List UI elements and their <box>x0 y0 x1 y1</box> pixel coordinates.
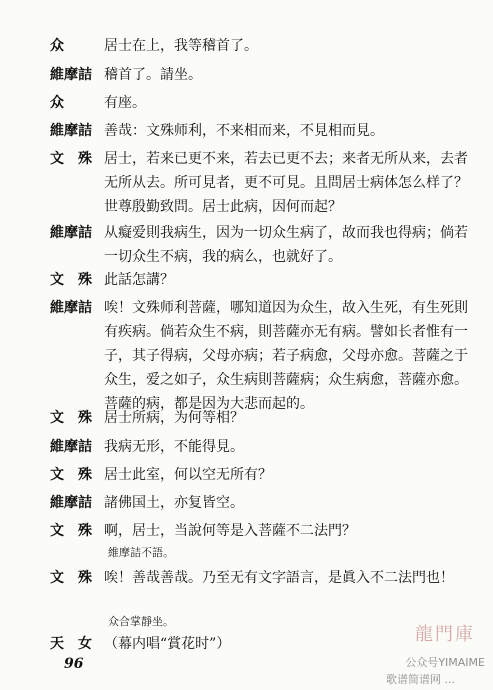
dialogue-line <box>50 463 470 487</box>
speech-text: 居士所病，为何等相？ <box>104 410 244 426</box>
speech-text: 唉！善哉善哉。乃至无有文字語言，是眞入不二法門也！ <box>104 570 454 586</box>
speech-text: 有座。 <box>104 95 146 111</box>
speaker-label: 維摩詰 <box>50 123 92 139</box>
dialogue-line <box>50 632 470 656</box>
speaker-label: 維摩詰 <box>50 67 92 83</box>
speaker-label: 天 女 <box>50 636 92 652</box>
dialogue-line <box>50 147 470 219</box>
stage-direction: 众合掌靜坐。 <box>108 615 174 628</box>
dialogue-line <box>50 566 470 590</box>
speech-text: 居士此室，何以空无所有？ <box>104 467 272 483</box>
dialogue-line <box>50 491 470 515</box>
dialogue-line <box>50 221 470 269</box>
speaker-label: 文 殊 <box>50 151 92 167</box>
speaker-label: 維摩詰 <box>50 439 92 455</box>
speaker-label: 文 殊 <box>50 272 92 288</box>
stage-direction: 維摩詰不語。 <box>108 546 174 559</box>
watermark-text: 公众号YIMAIME <box>405 656 485 669</box>
speaker-label: 众 <box>50 95 64 111</box>
speech-text: 稽首了。請坐。 <box>104 67 202 83</box>
dialogue-line <box>50 34 470 58</box>
dialogue-line <box>50 119 470 143</box>
watermark-logo: 龍門庫 <box>415 624 475 645</box>
speech-text: 諸佛国土，亦复皆空。 <box>104 495 244 511</box>
dialogue-line <box>50 268 470 292</box>
speech-text: 唉！文殊师利菩薩，哪知道因为众生，故入生死，有生死則有疾病。倘若众生不病，則菩薩亦无有病。譬如长者惟有一子，其子得病，父母亦病；若子病愈，父母亦愈。菩薩之于众生，爱之如子，众生病則菩薩病；众生病愈，菩薩亦愈。菩薩的病，都是因为大悲而起的。 <box>104 300 468 412</box>
speaker-label: 文 殊 <box>50 410 92 426</box>
dialogue-line <box>50 63 470 87</box>
speech-text: 居士在上，我等稽首了。 <box>104 38 258 54</box>
speaker-label: 維摩詰 <box>50 225 92 241</box>
speaker-label: 文 殊 <box>50 467 92 483</box>
watermark-text-secondary: 歌谱简谱网 ... <box>386 673 455 686</box>
speaker-label: 文 殊 <box>50 523 92 539</box>
dialogue-line <box>50 91 470 115</box>
speech-text: 此話怎講？ <box>104 272 174 288</box>
speech-text: 居士，若来已更不来，若去已更不去；来者无所从来，去者无所从去。所可見者，更不可見。且問居士病体怎么样了？世尊殷勤致問。居士此病，因何而起？ <box>104 151 468 215</box>
speaker-label: 維摩詰 <box>50 495 92 511</box>
speech-text: 啊，居士，当說何等是入菩薩不二法門？ <box>104 523 356 539</box>
speech-text: （幕内唱“賞花时”） <box>104 636 231 652</box>
dialogue-line <box>50 296 470 416</box>
speech-text: 从癡爱則我病生，因为一切众生病了，故而我也得病；倘若一切众生不病，我的病么，也就好了。 <box>104 225 468 265</box>
speaker-label: 維摩詰 <box>50 300 92 316</box>
dialogue-line <box>50 406 470 430</box>
speech-text: 善哉：文殊师利，不来相而来，不見相而見。 <box>104 123 384 139</box>
page-number: 96 <box>64 656 84 672</box>
dialogue-line <box>50 435 470 459</box>
speaker-label: 文 殊 <box>50 570 92 586</box>
dialogue-line <box>50 519 470 543</box>
speech-text: 我病无形，不能得見。 <box>104 439 244 455</box>
speaker-label: 众 <box>50 38 64 54</box>
